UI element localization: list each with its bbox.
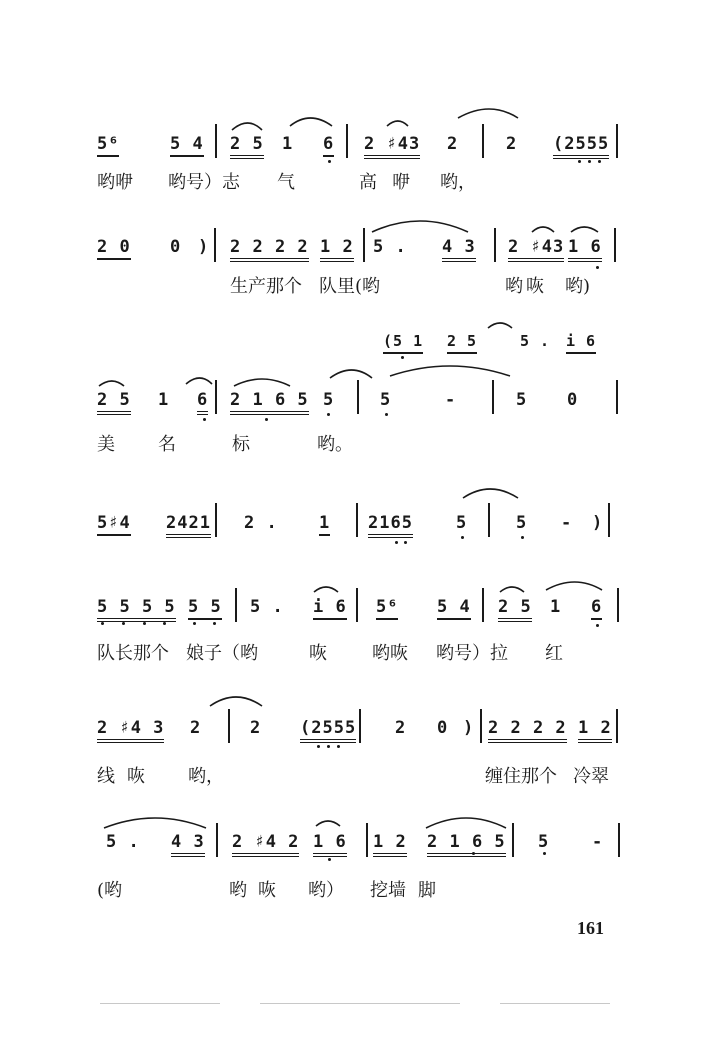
note: 6	[323, 134, 334, 157]
lyric: 哟	[505, 276, 523, 297]
slur	[232, 123, 262, 130]
note: 5 .	[520, 332, 551, 350]
note-group: 2165	[368, 513, 413, 538]
note-group: 1 2	[320, 237, 354, 262]
slur	[314, 587, 338, 592]
low-octave-dot	[203, 418, 206, 421]
note: 5 .	[373, 237, 407, 257]
low-octave-dot	[588, 160, 591, 163]
note-group: 2421	[166, 513, 211, 538]
note-group: 5 5	[188, 597, 222, 620]
low-octave-dot	[122, 622, 125, 625]
slur	[532, 227, 554, 232]
lyric: 缠住那个	[485, 766, 557, 787]
note-group: 2 5	[447, 331, 477, 354]
low-octave-dot	[385, 413, 388, 416]
note-group: 1 2	[373, 832, 407, 857]
low-octave-dot	[101, 622, 104, 625]
lyric: 哟咴	[372, 643, 408, 664]
slur	[210, 697, 262, 706]
barline	[616, 380, 618, 414]
staff-7	[0, 718, 710, 768]
lyric: 咴	[127, 766, 145, 787]
note-group: (2555	[553, 134, 609, 159]
low-octave-dot	[327, 413, 330, 416]
slur	[426, 818, 506, 828]
barline	[614, 228, 616, 262]
note-group: i 6	[313, 597, 347, 620]
barline	[494, 228, 496, 262]
slur	[500, 587, 524, 592]
note: 6	[591, 597, 602, 620]
dash: -	[592, 832, 604, 852]
barline	[235, 588, 237, 622]
barline	[488, 503, 490, 537]
slur	[99, 381, 124, 386]
slur	[290, 118, 332, 126]
note-group: 5 5 5 5	[97, 597, 176, 622]
barline	[482, 588, 484, 622]
note: 1	[319, 513, 330, 536]
barline	[359, 709, 361, 743]
low-octave-dot	[265, 418, 268, 421]
note-group: 2 5	[97, 390, 131, 415]
lyric: 哟，	[188, 766, 224, 787]
note-group: 2 ♯43	[364, 134, 420, 159]
slur	[104, 818, 206, 828]
lyric: 队长那个	[97, 643, 169, 664]
note-group: 2 5	[498, 597, 532, 622]
note-group: (5 1	[383, 331, 423, 354]
note: 1	[550, 597, 562, 617]
barline	[215, 503, 217, 537]
note: 1	[158, 390, 170, 410]
lyric: 哟号）志	[168, 172, 240, 193]
lyric: (哟	[97, 880, 123, 901]
scan-artifact	[500, 1003, 610, 1004]
note: 5	[516, 390, 528, 410]
note: 0	[567, 390, 579, 410]
lyric: 线	[97, 766, 115, 787]
note-group: 1 2	[578, 718, 612, 743]
low-octave-dot	[213, 622, 216, 625]
note-group: 2 2 2 2	[488, 718, 567, 743]
note: 2 .	[244, 513, 278, 533]
lyric: 队里(哟	[319, 276, 381, 297]
note-group: 2 5	[230, 134, 264, 159]
barline	[616, 709, 618, 743]
lyric: 哟咿	[97, 172, 133, 193]
barline	[608, 503, 610, 537]
note-group: 2 2 2 2	[230, 237, 309, 262]
lyric: 名	[158, 434, 176, 455]
lyric: 哟号）拉	[436, 643, 508, 664]
low-octave-dot	[143, 622, 146, 625]
note-group: 2 1 6 5	[427, 832, 506, 857]
lyric: 哟	[229, 880, 247, 901]
lyric: 红	[545, 643, 563, 664]
barline	[228, 709, 230, 743]
barline	[616, 124, 618, 158]
slur	[387, 121, 408, 126]
note-group: 1 6	[313, 832, 347, 857]
dash: -	[445, 390, 457, 410]
staff-5	[0, 513, 710, 563]
lyric: 咴	[258, 880, 276, 901]
low-octave-dot	[472, 852, 475, 855]
lyric: 哟，	[440, 172, 476, 193]
barline	[363, 228, 365, 262]
low-octave-dot	[543, 852, 546, 855]
barline	[492, 380, 494, 414]
note: 5	[323, 390, 335, 410]
slur	[372, 221, 468, 232]
note: 2	[506, 134, 518, 154]
barline	[356, 588, 358, 622]
barline	[480, 709, 482, 743]
staff-3	[0, 331, 710, 381]
note: 5	[538, 832, 550, 852]
lyric: 美	[97, 434, 115, 455]
lyric: 咴	[526, 276, 544, 297]
lyric: 气	[277, 172, 295, 193]
note-group: (2555	[300, 718, 356, 743]
note-group: 2 ♯43	[508, 237, 564, 262]
note-group: 2 0	[97, 237, 131, 260]
note-group: 1 6	[568, 237, 602, 262]
barline	[214, 228, 216, 262]
note-group: 2 1 6 5	[230, 390, 309, 415]
low-octave-dot	[401, 356, 404, 359]
low-octave-dot	[598, 160, 601, 163]
low-octave-dot	[521, 536, 524, 539]
barline	[617, 588, 619, 622]
low-octave-dot	[193, 622, 196, 625]
note-group: 2 ♯4 3	[97, 718, 164, 743]
scan-artifact	[100, 1003, 220, 1004]
note-group: 5 4	[437, 597, 471, 620]
note: 6	[197, 390, 208, 415]
barline	[618, 823, 620, 857]
barline	[215, 380, 217, 414]
note: 5	[380, 390, 392, 410]
barline	[512, 823, 514, 857]
lyric: 挖墙	[370, 880, 406, 901]
lyric: 哟）	[308, 880, 344, 901]
lyric: 哟。	[317, 434, 353, 455]
lyric: 脚	[418, 880, 436, 901]
low-octave-dot	[578, 160, 581, 163]
low-octave-dot	[337, 745, 340, 748]
low-octave-dot	[596, 266, 599, 269]
note: 2	[395, 718, 407, 738]
low-octave-dot	[461, 536, 464, 539]
note-group: 5 4	[170, 134, 204, 157]
slur	[316, 821, 340, 826]
lyric: 冷翠	[573, 766, 609, 787]
note: 0	[170, 237, 182, 257]
lyric: 娘子（哟	[186, 643, 258, 664]
lyric: 高	[359, 172, 377, 193]
note: 5 .	[106, 832, 140, 852]
note-group: 4 3	[171, 832, 205, 857]
barline	[357, 380, 359, 414]
paren: )	[463, 718, 475, 738]
slur	[488, 323, 512, 328]
slur	[463, 489, 518, 498]
barline	[366, 823, 368, 857]
low-octave-dot	[404, 541, 407, 544]
low-octave-dot	[596, 624, 599, 627]
note: 2	[447, 134, 459, 154]
scan-artifact	[260, 1003, 460, 1004]
note: 0	[437, 718, 449, 738]
note-group: 5⁶	[97, 134, 119, 157]
lyric: 咿	[392, 172, 410, 193]
lyric: 生产那个	[230, 276, 302, 297]
slur	[458, 109, 518, 118]
low-octave-dot	[327, 745, 330, 748]
barline	[346, 124, 348, 158]
paren: )	[198, 237, 210, 257]
low-octave-dot	[395, 541, 398, 544]
note-group: 5⁶	[376, 597, 398, 620]
lyric: 标	[232, 434, 250, 455]
staff-8	[0, 832, 710, 882]
slur	[571, 227, 598, 232]
paren: )	[592, 513, 604, 533]
note: 2	[250, 718, 262, 738]
staff-4	[0, 390, 710, 440]
note-group: 2 ♯4 2	[232, 832, 299, 857]
note-group: i 6	[566, 331, 596, 354]
note: 2	[190, 718, 202, 738]
note: 5 .	[250, 597, 284, 617]
lyric: 咴	[309, 643, 327, 664]
note-group: 5♯4	[97, 513, 131, 536]
low-octave-dot	[328, 858, 331, 861]
low-octave-dot	[317, 745, 320, 748]
barline	[356, 503, 358, 537]
note: 5	[456, 513, 468, 533]
barline	[216, 823, 218, 857]
note: 5	[516, 513, 528, 533]
staff-6	[0, 597, 710, 647]
note: 1	[282, 134, 294, 154]
barline	[482, 124, 484, 158]
dash: -	[561, 513, 573, 533]
page-number: 161	[577, 918, 604, 938]
lyric: 哟)	[565, 276, 591, 297]
low-octave-dot	[328, 160, 331, 163]
barline	[215, 124, 217, 158]
note-group: 4 3	[442, 237, 476, 262]
low-octave-dot	[163, 622, 166, 625]
slur	[546, 582, 602, 590]
